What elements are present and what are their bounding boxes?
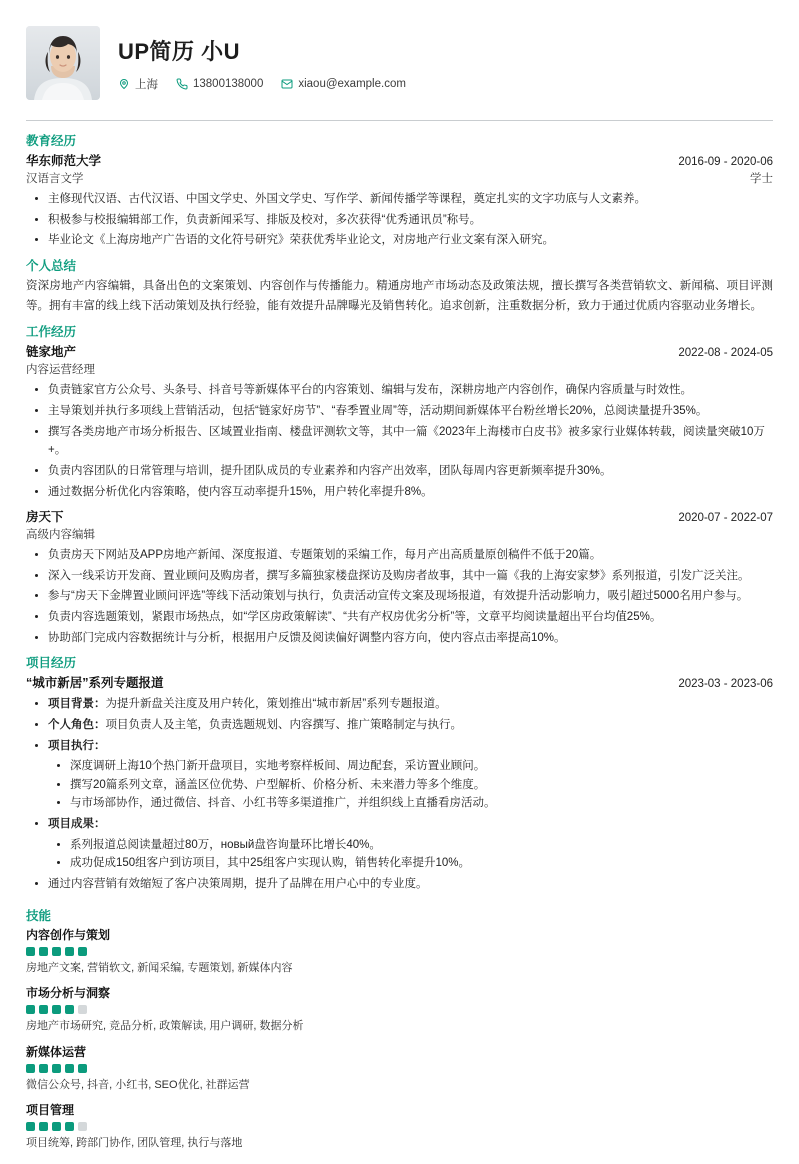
list-item: • 通过数据分析优化内容策略，使内容互动率提升15%，用户转化率提升8%。 bbox=[48, 483, 773, 502]
list-item: • 主导策划并执行多项线上营销活动，包括“链家好房节”、“春季置业周”等，活动期间新媒体平台粉丝增长20%，总阅读量提升35%。 bbox=[48, 402, 773, 421]
project-bullets bbox=[26, 695, 773, 893]
skill-dot bbox=[26, 947, 35, 956]
work-entry-0 bbox=[26, 342, 773, 501]
project-sub-list bbox=[48, 757, 773, 813]
section-summary bbox=[26, 256, 773, 317]
section-title-summary: 个人总结 bbox=[26, 258, 77, 273]
work-company: 链家地产 bbox=[26, 345, 77, 360]
section-title-education: 教育经历 bbox=[26, 134, 77, 148]
project-item-label: 项目背景： bbox=[48, 698, 106, 711]
contact-row bbox=[118, 76, 773, 92]
list-item: • 参与“房天下金牌置业顾问评选”等线下活动策划与执行，负责活动宣传文案及现场报道，有效提升活动影响力，吸引超过5000名用户参与。 bbox=[48, 587, 773, 606]
skill-dot bbox=[39, 947, 48, 956]
list-item: • 主修现代汉语、古代汉语、中国文学史、外国文学史、写作学、新闻传播学等课程，奠定扎实的文字功底与人文素养。 bbox=[48, 190, 773, 209]
header-divider bbox=[26, 120, 773, 121]
skill-level-dots bbox=[26, 1005, 773, 1014]
work-role: 高级内容编辑 bbox=[26, 529, 95, 542]
skill-name: 内容创作与策划 bbox=[26, 927, 111, 942]
skill-dot bbox=[78, 947, 87, 956]
education-degree: 学士 bbox=[750, 173, 773, 185]
skill-desc: 房地产文案, 营销软文, 新闻采编, 专题策划, 新媒体内容 bbox=[26, 961, 293, 974]
skill-dot bbox=[65, 1005, 74, 1014]
project-name: “城市新居”系列专题报道 bbox=[26, 676, 164, 691]
project-item-label: 个人角色： bbox=[48, 718, 106, 731]
skill-dot bbox=[52, 1005, 61, 1014]
skill-item-2 bbox=[26, 1043, 773, 1094]
work-company: 房天下 bbox=[26, 510, 64, 525]
skill-name: 项目管理 bbox=[26, 1103, 75, 1118]
education-major: 汉语言文学 bbox=[26, 173, 84, 185]
list-item: • 撰写20篇系列文章，涵盖区位优势、户型解析、价格分析、未来潜力等多个维度。 bbox=[70, 776, 773, 795]
list-item: • 通过内容营销有效缩短了客户决策周期，提升了品牌在用户心中的专业度。 bbox=[48, 875, 773, 894]
skill-name: 市场分析与洞察 bbox=[26, 986, 111, 1001]
list-item bbox=[48, 815, 773, 873]
list-item: • 负责链家官方公众号、头条号、抖音号等新媒体平台的内容策划、编辑与发布，深耕房地产内容创作，确保内容质量与时效性。 bbox=[48, 381, 773, 400]
list-item: • 深度调研上海10个热门新开盘项目，实地考察样板间、周边配套，采访置业顾问。 bbox=[70, 757, 773, 776]
work-role: 内容运营经理 bbox=[26, 364, 95, 377]
project-entry bbox=[26, 673, 773, 893]
list-item: • 协助部门完成内容数据统计与分析，根据用户反馈及阅读偏好调整内容方向，使内容点击率提高10%。 bbox=[48, 629, 773, 648]
work-entry-1 bbox=[26, 507, 773, 647]
skill-name: 新媒体运营 bbox=[26, 1044, 87, 1059]
skill-dot bbox=[78, 1005, 87, 1014]
list-item: • 与市场部协作，通过微信、抖音、小红书等多渠道推广，并组织线上直播看房活动。 bbox=[70, 794, 773, 813]
section-project bbox=[26, 653, 773, 893]
avatar bbox=[26, 26, 100, 100]
skill-dot bbox=[65, 947, 74, 956]
skill-desc: 微信公众号, 抖音, 小红书, SEO优化, 社群运营 bbox=[26, 1078, 250, 1091]
education-entry bbox=[26, 151, 773, 250]
list-item bbox=[48, 716, 773, 735]
skill-dot bbox=[65, 1064, 74, 1073]
list-item: • 深入一线采访开发商、置业顾问及购房者，撰写多篇独家楼盘探访及购房者故事，其中一篇《我的上海安家梦》系列报道，引发广泛关注。 bbox=[48, 567, 773, 586]
skill-desc: 项目统筹, 跨部门协作, 团队管理, 执行与落地 bbox=[26, 1137, 243, 1150]
list-item: • 负责内容团队的日常管理与培训，提升团队成员的专业素养和内容产出效率，团队每周内容更新频率提升30%。 bbox=[48, 462, 773, 481]
project-item-text: 为提升新盘关注度及用户转化，策划推出“城市新居”系列专题报道。 bbox=[105, 698, 447, 711]
project-item-label: 项目成果： bbox=[48, 818, 106, 831]
education-school: 华东师范大学 bbox=[26, 154, 102, 168]
skill-dot bbox=[39, 1064, 48, 1073]
list-item: • 负责内容选题策划，紧跟市场热点，如“学区房政策解读”、“共有产权房优劣分析”等，文章平均阅读量超出平台均值25%。 bbox=[48, 608, 773, 627]
contact-email bbox=[281, 78, 406, 90]
skill-dot bbox=[52, 947, 61, 956]
skill-item-0 bbox=[26, 926, 773, 977]
phone-icon bbox=[176, 78, 188, 90]
skill-dot bbox=[26, 1005, 35, 1014]
skill-dot bbox=[26, 1064, 35, 1073]
location-icon bbox=[118, 78, 130, 90]
skill-dot bbox=[78, 1064, 87, 1073]
work-date: 2022-08 - 2024-05 bbox=[678, 347, 773, 360]
mail-icon bbox=[281, 78, 293, 90]
resume-header bbox=[26, 18, 773, 116]
contact-phone bbox=[176, 78, 263, 90]
education-date: 2016-09 - 2020-06 bbox=[678, 156, 773, 168]
skill-item-1 bbox=[26, 984, 773, 1035]
project-item-text: 项目负责人及主笔，负责选题规划、内容撰写、推广策略制定与执行。 bbox=[105, 718, 462, 731]
project-item-label: 项目执行： bbox=[48, 739, 106, 752]
contact-location bbox=[118, 76, 158, 92]
section-work bbox=[26, 322, 773, 647]
skill-level-dots bbox=[26, 1064, 773, 1073]
contact-email-text: xiaou@example.com bbox=[298, 77, 406, 90]
project-sub-list bbox=[48, 836, 773, 873]
project-date: 2023-03 - 2023-06 bbox=[678, 678, 773, 691]
contact-phone-text: 13800138000 bbox=[193, 77, 264, 90]
skill-dot bbox=[39, 1005, 48, 1014]
list-item: • 撰写各类房地产市场分析报告、区域置业指南、楼盘评测软文等，其中一篇《2023年上海楼市白皮书》被多家行业媒体转载，阅读量突破10万+。 bbox=[48, 423, 773, 460]
skill-desc: 房地产市场研究, 竞品分析, 政策解读, 用户调研, 数据分析 bbox=[26, 1020, 304, 1033]
work-bullets bbox=[26, 381, 773, 501]
section-education bbox=[26, 131, 773, 250]
list-item: • 成功促成150组客户到访项目，其中25组客户实现认购，销售转化率提升10%。 bbox=[70, 854, 773, 873]
list-item bbox=[48, 737, 773, 814]
section-title-work: 工作经历 bbox=[26, 325, 77, 340]
work-date: 2020-07 - 2022-07 bbox=[678, 512, 773, 525]
list-item bbox=[48, 695, 773, 714]
page-title: UP简历 小U bbox=[118, 38, 241, 64]
work-bullets bbox=[26, 546, 773, 647]
list-item: • 积极参与校报编辑部工作，负责新闻采写、排版及校对，多次获得“优秀通讯员”称号。 bbox=[48, 211, 773, 230]
summary-text: 资深房地产内容编辑，具备出色的文案策划、内容创作与传播能力。精通房地产市场动态及政策法规，擅长撰写各类营销软文、新闻稿、项目评测等。拥有丰富的线上线下活动策划及执行经验，能有效提升品牌曝光及销售转化。追求创新，注重数据分析，致力于通过优质内容驱动业务增长。 bbox=[26, 279, 773, 312]
section-skills bbox=[26, 900, 773, 1160]
education-bullets bbox=[26, 190, 773, 250]
skill-dot bbox=[52, 1064, 61, 1073]
list-item: • 负责房天下网站及APP房地产新闻、深度报道、专题策划的采编工作，每月产出高质量原创稿件不低于20篇。 bbox=[48, 546, 773, 565]
list-item: • 毕业论文《上海房地产广告语的文化符号研究》荣获优秀毕业论文，对房地产行业文案有深入研究。 bbox=[48, 231, 773, 250]
section-title-skills: 技能 bbox=[26, 908, 52, 923]
contact-location-text: 上海 bbox=[135, 78, 158, 91]
skill-level-dots bbox=[26, 947, 773, 956]
section-title-project: 项目经历 bbox=[26, 656, 77, 671]
list-item: • 系列报道总阅读量超过80万，новый盘咨询量环比增长40%。 bbox=[70, 836, 773, 855]
skill-item-3 bbox=[26, 1101, 773, 1152]
